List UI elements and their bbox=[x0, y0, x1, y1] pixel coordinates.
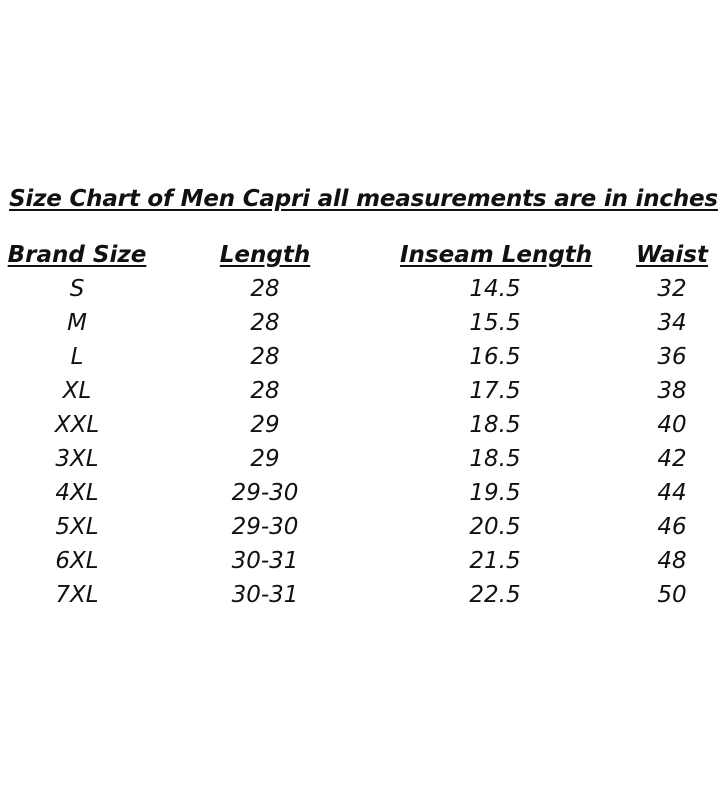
page-title: Size Chart of Men Capri all measurements are in inches bbox=[9, 186, 718, 212]
cell-brand-size: 3XL bbox=[55, 446, 99, 472]
table-row bbox=[0, 476, 727, 510]
cell-length: 28 bbox=[250, 378, 280, 404]
table-row bbox=[0, 578, 727, 612]
cell-brand-size: XL bbox=[62, 378, 92, 404]
cell-waist: 42 bbox=[657, 446, 687, 472]
cell-waist: 32 bbox=[657, 276, 687, 302]
cell-inseam-length: 18.5 bbox=[469, 412, 521, 438]
cell-inseam-length: 16.5 bbox=[469, 344, 521, 370]
cell-waist: 48 bbox=[657, 548, 687, 574]
cell-inseam-length: 20.5 bbox=[469, 514, 521, 540]
cell-brand-size: 5XL bbox=[55, 514, 99, 540]
cell-length: 28 bbox=[250, 310, 280, 336]
cell-length: 28 bbox=[250, 344, 280, 370]
cell-inseam-length: 15.5 bbox=[469, 310, 521, 336]
cell-inseam-length: 22.5 bbox=[469, 582, 521, 608]
table-row bbox=[0, 272, 727, 306]
table-row bbox=[0, 408, 727, 442]
table-row bbox=[0, 306, 727, 340]
cell-length: 30-31 bbox=[231, 582, 299, 608]
header-waist: Waist bbox=[636, 242, 708, 268]
cell-brand-size: L bbox=[70, 344, 84, 370]
cell-inseam-length: 14.5 bbox=[469, 276, 521, 302]
cell-brand-size: 4XL bbox=[55, 480, 99, 506]
cell-waist: 44 bbox=[657, 480, 687, 506]
header-length: Length bbox=[219, 242, 311, 268]
cell-length: 28 bbox=[250, 276, 280, 302]
cell-length: 30-31 bbox=[231, 548, 299, 574]
cell-waist: 46 bbox=[657, 514, 687, 540]
cell-length: 29-30 bbox=[231, 480, 299, 506]
cell-brand-size: M bbox=[67, 310, 87, 336]
header-brand-size: Brand Size bbox=[7, 242, 147, 268]
cell-inseam-length: 17.5 bbox=[469, 378, 521, 404]
cell-waist: 50 bbox=[657, 582, 687, 608]
cell-length: 29-30 bbox=[231, 514, 299, 540]
cell-waist: 40 bbox=[657, 412, 687, 438]
table-header-row bbox=[0, 238, 727, 272]
header-inseam-length: Inseam Length bbox=[400, 242, 593, 268]
cell-brand-size: 6XL bbox=[55, 548, 99, 574]
table-row bbox=[0, 374, 727, 408]
cell-inseam-length: 19.5 bbox=[469, 480, 521, 506]
cell-waist: 38 bbox=[657, 378, 687, 404]
cell-inseam-length: 18.5 bbox=[469, 446, 521, 472]
cell-brand-size: XXL bbox=[54, 412, 100, 438]
cell-waist: 36 bbox=[657, 344, 687, 370]
table-row bbox=[0, 510, 727, 544]
cell-length: 29 bbox=[250, 412, 280, 438]
table-row bbox=[0, 544, 727, 578]
table-row bbox=[0, 340, 727, 374]
cell-inseam-length: 21.5 bbox=[469, 548, 521, 574]
cell-brand-size: S bbox=[69, 276, 85, 302]
cell-brand-size: 7XL bbox=[55, 582, 99, 608]
cell-waist: 34 bbox=[657, 310, 687, 336]
size-chart-table bbox=[0, 238, 727, 612]
cell-length: 29 bbox=[250, 446, 280, 472]
table-row bbox=[0, 442, 727, 476]
